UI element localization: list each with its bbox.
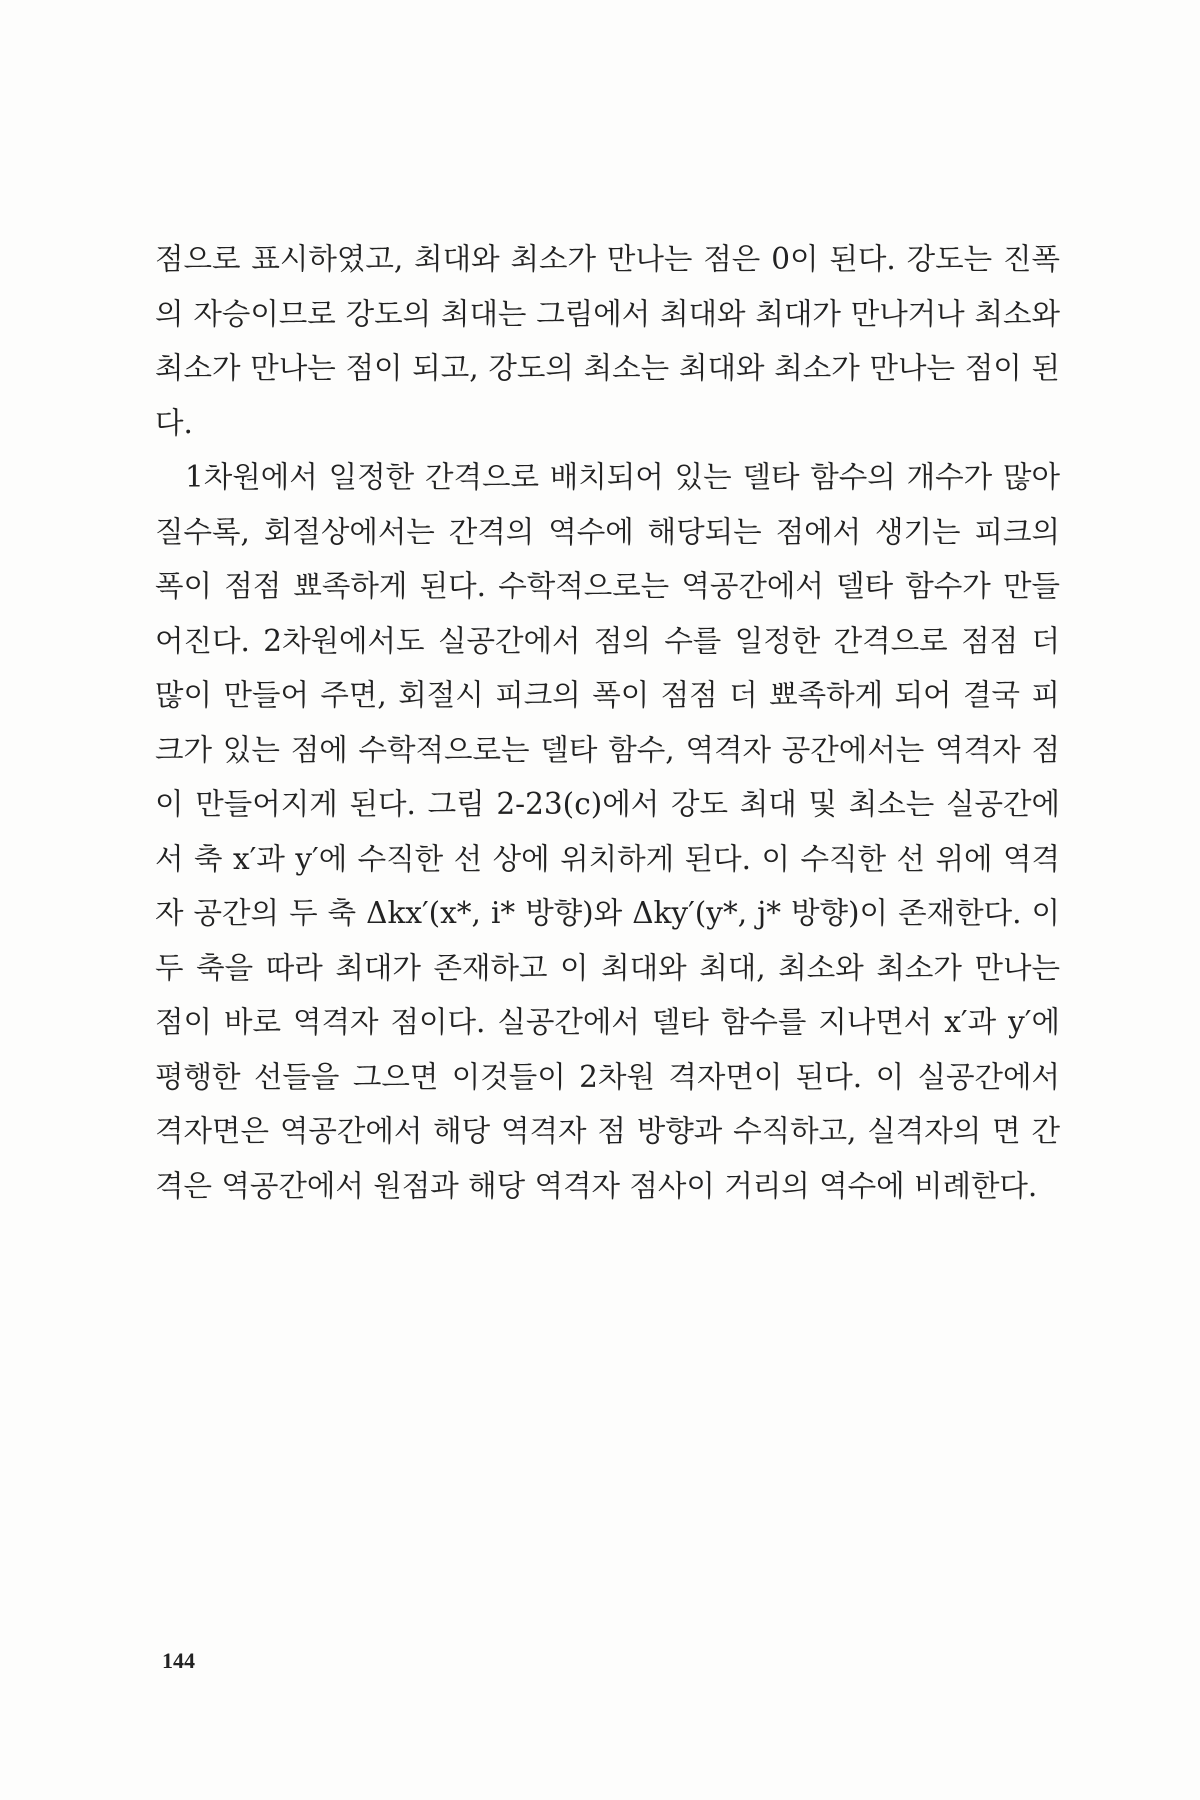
paragraph-2: 1차원에서 일정한 간격으로 배치되어 있는 델타 함수의 개수가 많아질수록, 회절상에서는 간격의 역수에 해당되는 점에서 생기는 피크의 폭이 점점 뾰족하게 된다. 수학적으로는 역공간에서 델타 함수가 만들어진다. 2차원에서도 실공간에서 점의 수를 일정한 간격으로 점점 더 많이 만들어 주면, 회절시 피크의 폭이 점점 더 뾰족하게 되어 결국 피크가 있는 점에 수학적으로는 델타 함수, 역격자 공간에서는 역격자 점이 만들어지게 된다. 그림 2-23(c)에서 강도 최대 및 최소는 실공간에서 축 x′과 y′에 수직한 선 상에 위치하게 된다. 이 수직한 선 위에 역격자 공간의 두 축 Δkx′(x*, i* 방향)와 Δky′(y*, j* 방향)이 존재한다. 이 두 축을 따라 최대가 존재하고 이 최대와 최대, 최소와 최소가 만나는 점이 바로 역격자 점이다. 실공간에서 델타 함수를 지나면서 x′과 y′에 평행한 선들을 그으면 이것들이 2차원 격자면이 된다. 이 실공간에서 격자면은 역공간에서 해당 역격자 점 방향과 수직하고, 실격자의 면 간격은 역공간에서 원점과 해당 역격자 점사이 거리의 역수에 비례한다. — [155, 460, 1060, 1203]
body-text — [155, 232, 1060, 1213]
paragraph-1: 점으로 표시하였고, 최대와 최소가 만나는 점은 0이 된다. 강도는 진폭의 자승이므로 강도의 최대는 그림에서 최대와 최대가 만나거나 최소와 최소가 만나는 점이 되고, 강도의 최소는 최대와 최소가 만나는 점이 된다. — [155, 242, 1060, 440]
page-number: 144 — [162, 1648, 195, 1673]
